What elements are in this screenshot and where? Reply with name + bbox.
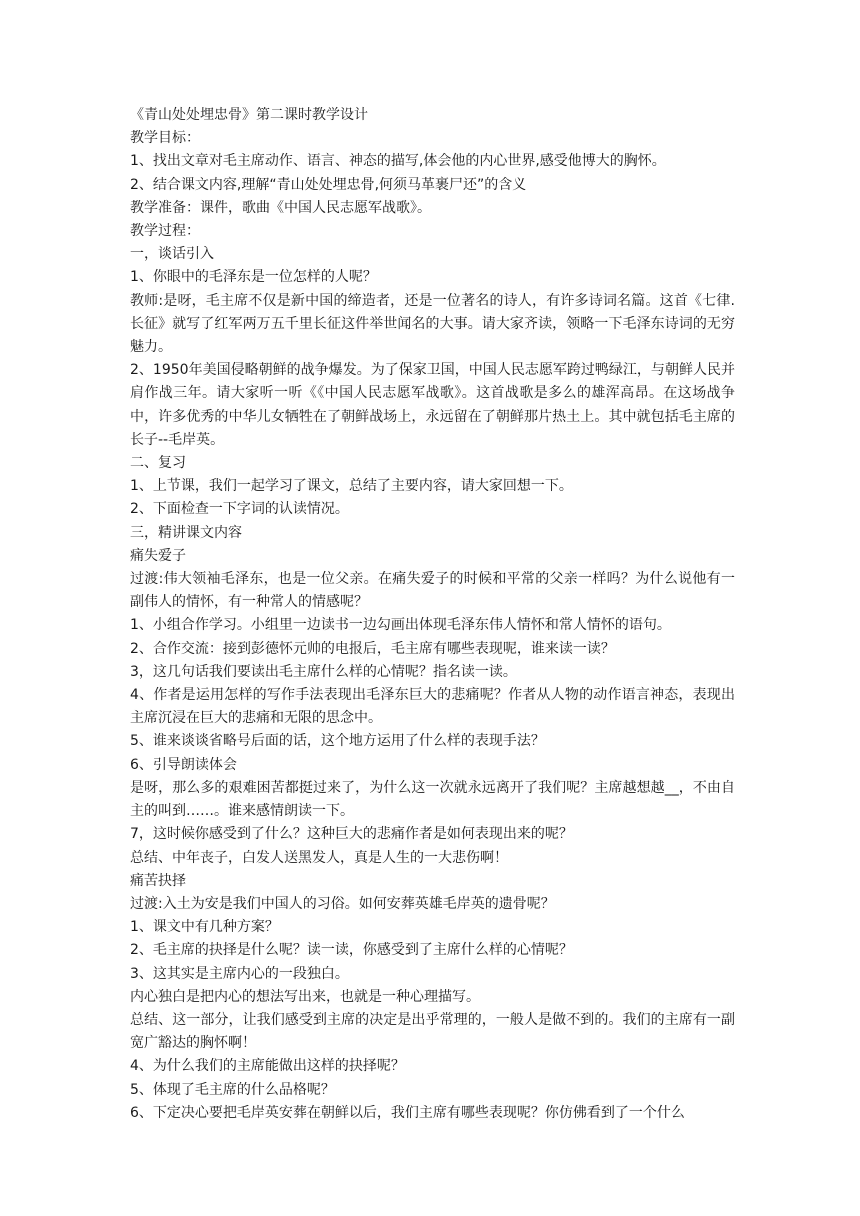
paragraph: 是呀，那么多的艰难困苦都挺过来了，为什么这一次就永远离开了我们呢？主席越想越__，不由自主的叫到……。谁来感情朗读一下。 <box>130 779 735 820</box>
paragraph: 3、这其实是主席内心的一段独白。 <box>130 965 349 982</box>
paragraph: 过渡:入土为安是我们中国人的习俗。如何安葬英雄毛岸英的遗骨呢？ <box>130 895 555 912</box>
paragraph: 1、你眼中的毛泽东是一位怎样的人呢？ <box>130 269 377 286</box>
paragraph: 痛苦抉择 <box>130 872 186 889</box>
paragraph: 1、课文中有几种方案？ <box>130 919 279 936</box>
paragraph: 1、上节课，我们一起学习了课文，总结了主要内容，请大家回想一下。 <box>130 478 573 495</box>
paragraph: 2、合作交流：接到彭德怀元帅的电报后，毛主席有哪些表现呢，谁来读一读？ <box>130 640 615 657</box>
paragraph: 1、小组合作学习。小组里一边读书一边勾画出体现毛泽东伟人情怀和常人情怀的语句。 <box>130 617 671 634</box>
paragraph: 总结、这一部分，让我们感受到主席的决定是出乎常理的，一般人是做不到的。我们的主席有一副宽广豁达的胸怀啊！ <box>130 1011 735 1052</box>
paragraph: 7，这时候你感受到了什么？这种巨大的悲痛作者是如何表现出来的呢？ <box>130 826 573 843</box>
paragraph: 教学目标： <box>130 130 200 147</box>
paragraph: 二、复习 <box>130 455 186 472</box>
paragraph: 5、体现了毛主席的什么品格呢？ <box>130 1081 335 1098</box>
paragraph: 6、引导朗读体会 <box>130 756 237 773</box>
paragraph: 2、结合课文内容,理解“青山处处埋忠骨,何须马革裹尸还”的含义 <box>130 176 527 193</box>
paragraph: 5、谁来谈谈省略号后面的话，这个地方运用了什么样的表现手法？ <box>130 733 545 750</box>
paragraph: 4、作者是运用怎样的写作手法表现出毛泽东巨大的悲痛呢？作者从人物的动作语言神态，表现出主席沉浸在巨大的悲痛和无限的思念中。 <box>130 687 735 727</box>
paragraph: 1、找出文章对毛主席动作、语言、神态的描写,体会他的内心世界,感受他博大的胸怀。 <box>130 153 666 170</box>
paragraph: 总结、中年丧子，白发人送黑发人，真是人生的一大悲伤啊！ <box>130 849 508 866</box>
paragraph: 2、下面检查一下字词的认读情况。 <box>130 501 349 518</box>
paragraph: 痛失爱子 <box>130 547 186 564</box>
paragraph: 内心独白是把内心的想法写出来，也就是一种心理描写。 <box>130 988 480 1005</box>
paragraph: 三，精讲课文内容 <box>130 524 242 541</box>
document-page <box>130 104 735 1125</box>
paragraph: 2、毛主席的抉择是什么呢？读一读，你感受到了主席什么样的心情呢？ <box>130 942 573 959</box>
paragraph: 教师:是呀，毛主席不仅是新中国的缔造者，还是一位著名的诗人，有许多诗词名篇。这首《七律.长征》就写了红军两万五千里长征这件举世闻名的大事。请大家齐读，领略一下毛泽东诗词的无穷魅力。 <box>130 292 735 356</box>
paragraph: 教学准备：课件，歌曲《中国人民志愿军战歌》。 <box>130 199 431 216</box>
document-body <box>130 127 735 1125</box>
paragraph: 一，谈话引入 <box>130 246 214 263</box>
paragraph: 6、下定决心要把毛岸英安葬在朝鲜以后，我们主席有哪些表现呢？你仿佛看到了一个什么 <box>130 1104 685 1121</box>
paragraph: 3，这几句话我们要读出毛主席什么样的心情呢？指名读一读。 <box>130 663 517 680</box>
paragraph: 4、为什么我们的主席能做出这样的抉择呢？ <box>130 1058 405 1075</box>
paragraph: 2、1950年美国侵略朝鲜的战争爆发。为了保家卫国，中国人民志愿军跨过鸭绿江，与朝鲜人民并肩作战三年。请大家听一听《《中国人民志愿军战歌》。这首战歌是多么的雄浑高昂。在这场战争中，许多优秀的中华儿女牺牲在了朝鲜战场上，永远留在了朝鲜那片热土上。其中就包括毛主席的长子--毛岸英。 <box>130 362 735 448</box>
document-title: 《青山处处埋忠骨》第二课时教学设计 <box>130 107 368 123</box>
paragraph: 教学过程： <box>130 223 200 240</box>
paragraph: 过渡:伟大领袖毛泽东，也是一位父亲。在痛失爱子的时候和平常的父亲一样吗？为什么说他有一副伟人的情怀，有一种常人的情感呢？ <box>130 571 735 611</box>
